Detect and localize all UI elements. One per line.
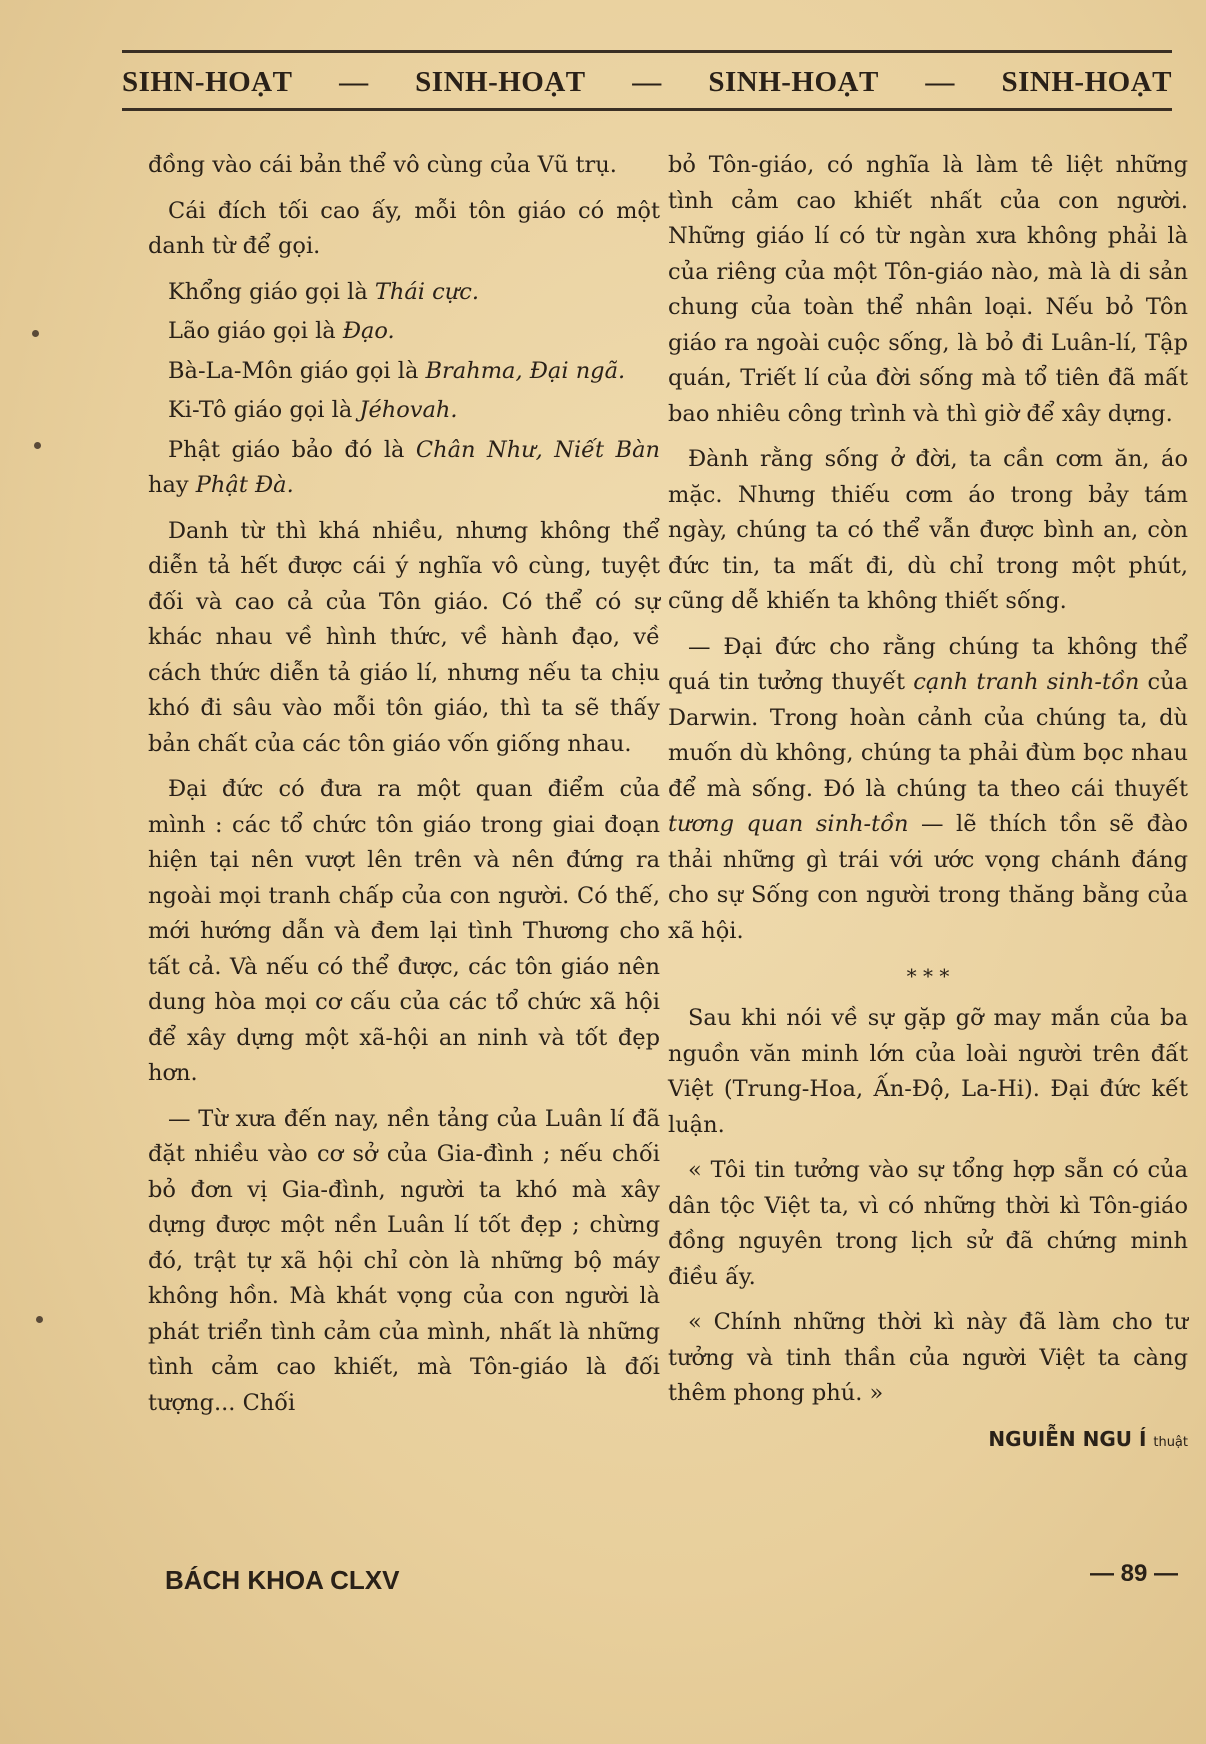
header-item-2: SINH-HOẠT [415,65,586,98]
text: Khổng giáo gọi là [168,278,375,305]
italic-term: Jéhovah. [359,397,458,423]
text: Phật giáo bảo đó là [168,436,416,463]
right-column [668,148,1188,1460]
paragraph: Danh từ thì khá nhiều, nhưng không thể diễn tả hết được cái ý nghĩa vô cùng, tuyệt đối và cao cả của Tôn giáo. Có thể có sự khác nhau về hình thức, về hành đạo, về cách thức diễn tả giáo lí, nhưng nếu ta chịu khó đi sâu vào mỗi tôn giáo, thì ta sẽ thấy bản chất của các tôn giáo vốn giống nhau. [148,517,660,757]
header-separator: — [339,65,369,98]
header-rule-top [122,50,1172,53]
italic-term: Thái cực. [374,278,479,305]
left-column [148,148,660,1431]
italic-term: tương quan sinh-tồn [668,811,909,837]
paper-spot [36,1316,43,1323]
paragraph: đồng vào cái bản thể vô cùng của Vũ trụ. [148,152,617,178]
paragraph: « Tôi tin tưởng vào sự tổng hợp sẵn có của dân tộc Việt ta, vì có những thời kì Tôn-giáo đồng nguyên trong lịch sử đã chứng minh điều ấy. [668,1157,1188,1290]
paragraph [148,433,660,504]
paragraph: « Chính những thời kì này đã làm cho tư tưởng và tinh thần của người Việt ta càng thêm phong phú. » [668,1309,1188,1406]
italic-term: Brahma, Đại ngã. [425,357,626,384]
paragraph [148,275,660,311]
text: — lẽ thích tồn sẽ đào thải những gì trái với ước vọng chánh đáng cho sự Sống con người trong thăng bằng của xã hội. [668,811,1188,944]
text: Ki-Tô giáo gọi là [168,397,360,423]
italic-term: Chân Như, Niết Bàn [415,436,660,463]
author-signature [668,1422,1188,1461]
paper-spot [32,330,39,337]
paragraph: Đành rằng sống ở đời, ta cần cơm ăn, áo mặc. Nhưng thiếu cơm áo trong bảy tám ngày, chúng ta có thể vẫn được bình an, còn đức tin, ta mất đi, dù chỉ trong một phút, cũng dễ khiến ta không thiết sống. [668,446,1188,614]
header-item-1: SIHN-HOẠT [122,65,293,98]
signature-note: thuật [1153,1434,1188,1450]
text: của Darwin. Trong hoàn cảnh của chúng ta, dù muốn dù không, chúng ta phải đùm bọc nhau để mà sống. Đó là chúng ta theo cái thuyết [668,669,1188,802]
header-separator: — [632,65,662,98]
paragraph: Cái đích tối cao ấy, mỗi tôn giáo có một danh từ để gọi. [148,197,660,259]
paragraph [148,314,660,350]
page-number: — 89 — [1090,1560,1179,1587]
header-rule-bottom [122,108,1172,111]
text: — Đại đức cho rằng chúng ta không thể quá tin tưởng thuyết [668,633,1188,695]
running-header [122,58,1172,106]
publication-footer: BÁCH KHOA CLXV [165,1565,400,1595]
italic-term: cạnh tranh sinh-tồn [913,669,1140,695]
header-item-3: SINH-HOẠT [708,65,879,98]
paragraph: Đại đức có đưa ra một quan điểm của mình : các tổ chức tôn giáo trong giai đoạn hiện tại nên vượt lên trên và nên đứng ra ngoài mọi tranh chấp của con người. Có thế, mới hướng dẫn và đem lại tình Thương cho tất cả. Và nếu có thể được, các tôn giáo nên dung hòa mọi cơ cấu của các tổ chức xã hội để xây dựng một xã-hội an ninh và tốt đẹp hơn. [148,776,660,1086]
author-name: NGUIỄN NGU Í [988,1426,1147,1451]
paragraph: Sau khi nói về sự gặp gỡ may mắn của ba nguồn văn minh lớn của loài người trên đất Việt (Trung-Hoa, Ấn-Độ, La-Hi). Đại đức kết luận. [668,1005,1188,1138]
text: hay [148,472,196,498]
paragraph [148,393,660,429]
paper-spot [34,442,41,449]
header-separator: — [925,65,955,98]
section-divider-stars: * * * [906,964,950,988]
paragraph: bỏ Tôn-giáo, có nghĩa là làm tê liệt những tình cảm cao khiết nhất của con người. Những giáo lí có từ ngàn xưa không phải là của riêng của một Tôn-giáo nào, mà là di sản chung của toàn thể nhân loại. Nếu bỏ Tôn giáo ra ngoài cuộc sống, là bỏ đi Luân-lí, Tập quán, Triết lí của đời sống mà tổ tiên đã mất bao nhiêu công trình và thì giờ để xây dựng. [668,152,1188,427]
header-item-4: SINH-HOẠT [1001,65,1172,98]
text: Bà-La-Môn giáo gọi là [168,357,426,384]
paragraph: — Từ xưa đến nay, nền tảng của Luân lí đã đặt nhiều vào cơ sở của Gia-đình ; nếu chối bỏ đơn vị Gia-đình, người ta khó mà xây dựng được một nền Luân lí tốt đẹp ; chừng đó, trật tự xã hội chỉ còn là những bộ máy không hồn. Mà khát vọng của con người là phát triển tình cảm của mình, nhất là những tình cảm cao khiết, mà Tôn-giáo là đối tượng... Chối [148,1105,660,1416]
italic-term: Phật Đà. [195,472,294,498]
paragraph [148,354,660,390]
italic-term: Đạo. [342,318,395,344]
text: Lão giáo gọi là [168,318,343,344]
paragraph [668,630,1188,950]
